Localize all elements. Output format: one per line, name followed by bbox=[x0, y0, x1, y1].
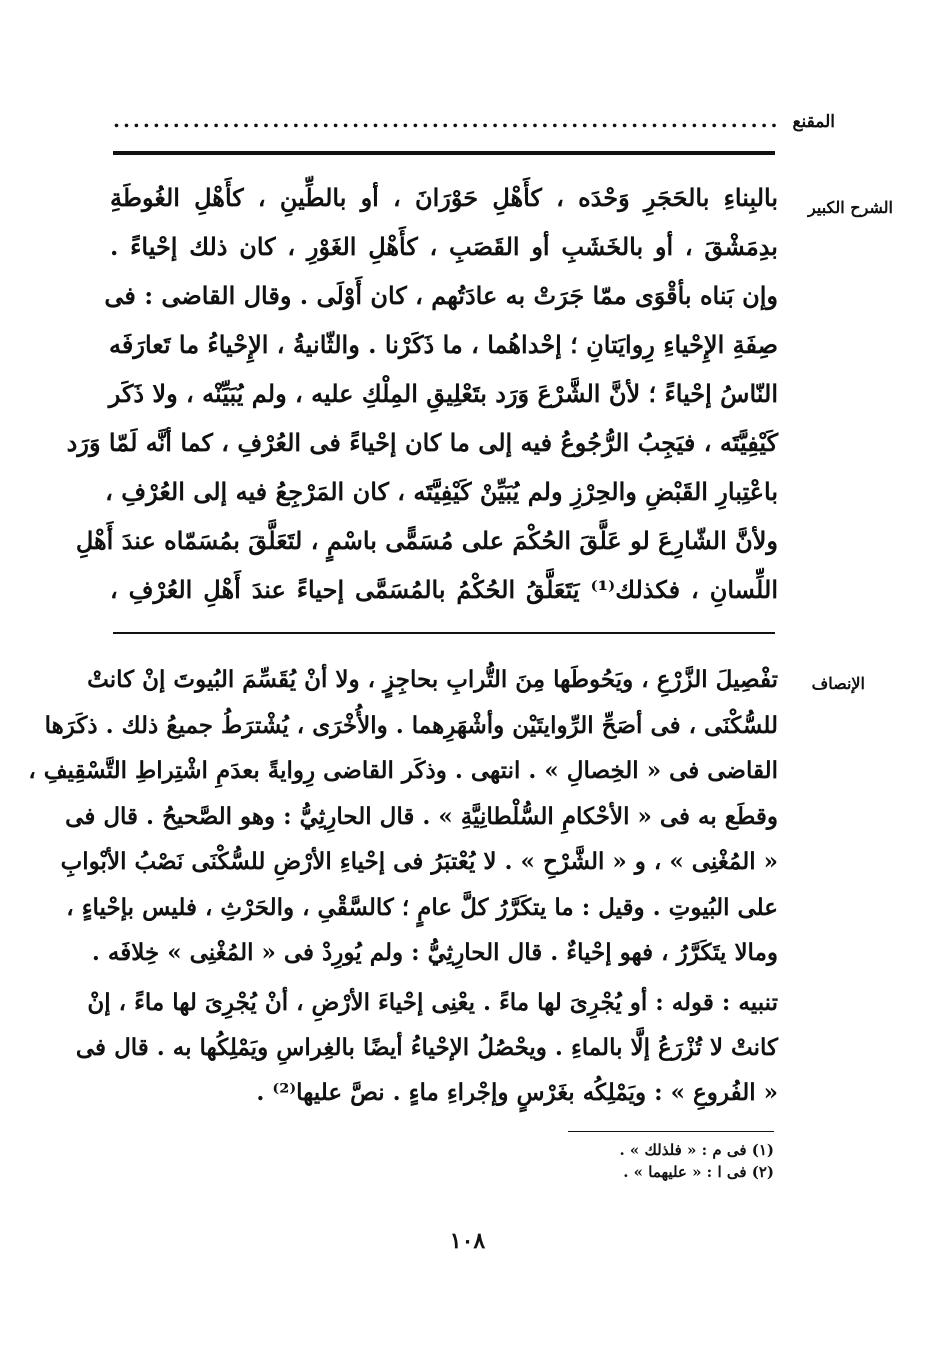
sharh-line: بالبِناءِ بالحَجَرِ وَحْدَه ، كأَهْلِ حَوْرَانَ ، أو بالطِّينِ ، كأَهْلِ الغُوطَةِ bbox=[110, 183, 779, 212]
footnote-rule bbox=[568, 1131, 774, 1132]
section-divider bbox=[113, 632, 775, 634]
insaf-text-block bbox=[28, 657, 778, 976]
insaf-line: « المُغْنِى » ، و « الشَّرْحِ » . لا يُعْتبَرُ فى إحْياءِ الأرْضِ للسُّكْنَى نَصْبُ الأبْوابِ bbox=[60, 848, 778, 875]
insaf-line: تفْصِيلَ الزَّرْعِ ، ويَحُوطَها مِنَ التُّرابِ بحاجِزٍ ، ولا أنْ يُقَسِّمَ البُيوتَ إنْ كانتْ bbox=[87, 666, 778, 693]
sharh-line: كَيْفِيَّتَه ، فيَجِبُ الرُّجُوعُ فيه إلى ما كان إحْياءً فى العُرْفِ ، كما أنَّه لَمّا وَرَد bbox=[66, 428, 778, 457]
tanbih-text-block bbox=[75, 980, 778, 1115]
tanbih-line: كانتْ لا تُزْرَعُ إلَّا بالماءِ . ويحْصُلُ الإحْياءُ أيضًا بالغِراسِ ويَمْلِكُها به . قال فى bbox=[75, 1034, 778, 1061]
insaf-side-label: الإنصاف bbox=[811, 674, 865, 693]
running-header-dots: ................................................................... bbox=[113, 108, 781, 132]
insaf-line: وقطَع به فى « الأحْكامِ السُّلْطانِيَّةِ » . قال الحارِثِيُّ : وهو الصَّحيحُ . قال فى bbox=[65, 802, 778, 830]
sharh-line: صِفَةِ الإِحْياءِ رِوايَتانِ ؛ إحْداهُما ، ما ذَكَرْنا . والثّانيةُ ، الإِحْياءُ ما تَعارَفَه bbox=[109, 330, 778, 359]
running-header-title: المقنع bbox=[792, 112, 835, 132]
insaf-line: على البُيوتِ . وقيل : ما يتكَرَّرُ كلَّ عامٍ ؛ كالسَّقْىِ ، والحَرْثِ ، فليس بإحْياءٍ ، bbox=[66, 893, 778, 921]
insaf-line: للسُّكْنَى ، فى أصَحِّ الرِّوايتَيْن وأشْهَرِهما . والأُخْرَى ، يُشْترَطُ جميعُ ذلك . ذكَرَها bbox=[44, 711, 778, 739]
page-number: ١٠٨ bbox=[449, 1228, 486, 1254]
insaf-line: القاضى فى « الخِصالِ » . انتهى . وذكَر القاضى رِوايةً بعدَمِ اشْتِراطِ التَّسْقِيفِ ، bbox=[28, 757, 778, 784]
sharh-line: باعْتِبارِ القَبْضِ والحِرْزِ ولم يُبَيِّنْ كَيْفِيَّتَه ، كان المَرْجِعُ فيه إلى العُرْفِ ، bbox=[105, 477, 778, 506]
tanbih-line: تنبيه : قوله : أو يُجْرِىَ لها ماءً . يعْنِى إحْياءَ الأرْضِ ، أنْ يُجْرِىَ لها ماءً ، إنْ bbox=[87, 989, 778, 1016]
footnote-2: (٢) فى ا : « عليهما » . bbox=[623, 1163, 774, 1181]
insaf-line: ومالا يتَكَرَّرُ ، فهو إحْياءٌ . قال الحارِثِيُّ : ولم يُورِدْ فى « المُغْنِى » خِلافَه . bbox=[91, 939, 778, 966]
tanbih-line: « الفُروعِ » : ويَمْلِكُه بغَرْسٍ وإجْراءِ ماءٍ . نصَّ عليها⁽²⁾ . bbox=[256, 1079, 778, 1106]
sharh-side-label: الشرح الكبير bbox=[808, 198, 893, 217]
sharh-line: وإن بَناه بأقْوَى ممّا جَرَتْ به عادَتُهم ، كان أَوْلَى . وقال القاضى : فى bbox=[104, 281, 778, 310]
sharh-line: اللِّسانِ ، فكذلك⁽¹⁾ يَتَعَلَّقُ الحُكْمُ بالمُسَمَّى إحياءً عندَ أَهْلِ العُرْفِ ، bbox=[110, 575, 778, 604]
sharh-line: ولأنَّ الشّارِعَ لو عَلَّقَ الحُكْمَ على مُسَمًّى باسْمٍ ، لتَعَلَّقَ بمُسَمّاه عندَ أَهْلِ bbox=[75, 526, 778, 555]
sharh-line: بدِمَشْقَ ، أو بالخَشَبِ أو القَصَبِ ، كأَهْلِ الغَوْرِ ، كان ذلك إحْياءً . bbox=[110, 232, 778, 261]
footnotes bbox=[619, 1139, 774, 1183]
sharh-text-block bbox=[66, 173, 779, 614]
footnote-1: (١) فى م : « فلذلك » . bbox=[619, 1141, 774, 1159]
header-rule bbox=[113, 151, 775, 155]
sharh-line: النّاسُ إحْياءً ؛ لأنَّ الشَّرْعَ وَرَد بتَعْلِيقِ المِلْكِ عليه ، ولم يُبَيِّنْه ، ولا ذَكَر bbox=[108, 379, 778, 408]
